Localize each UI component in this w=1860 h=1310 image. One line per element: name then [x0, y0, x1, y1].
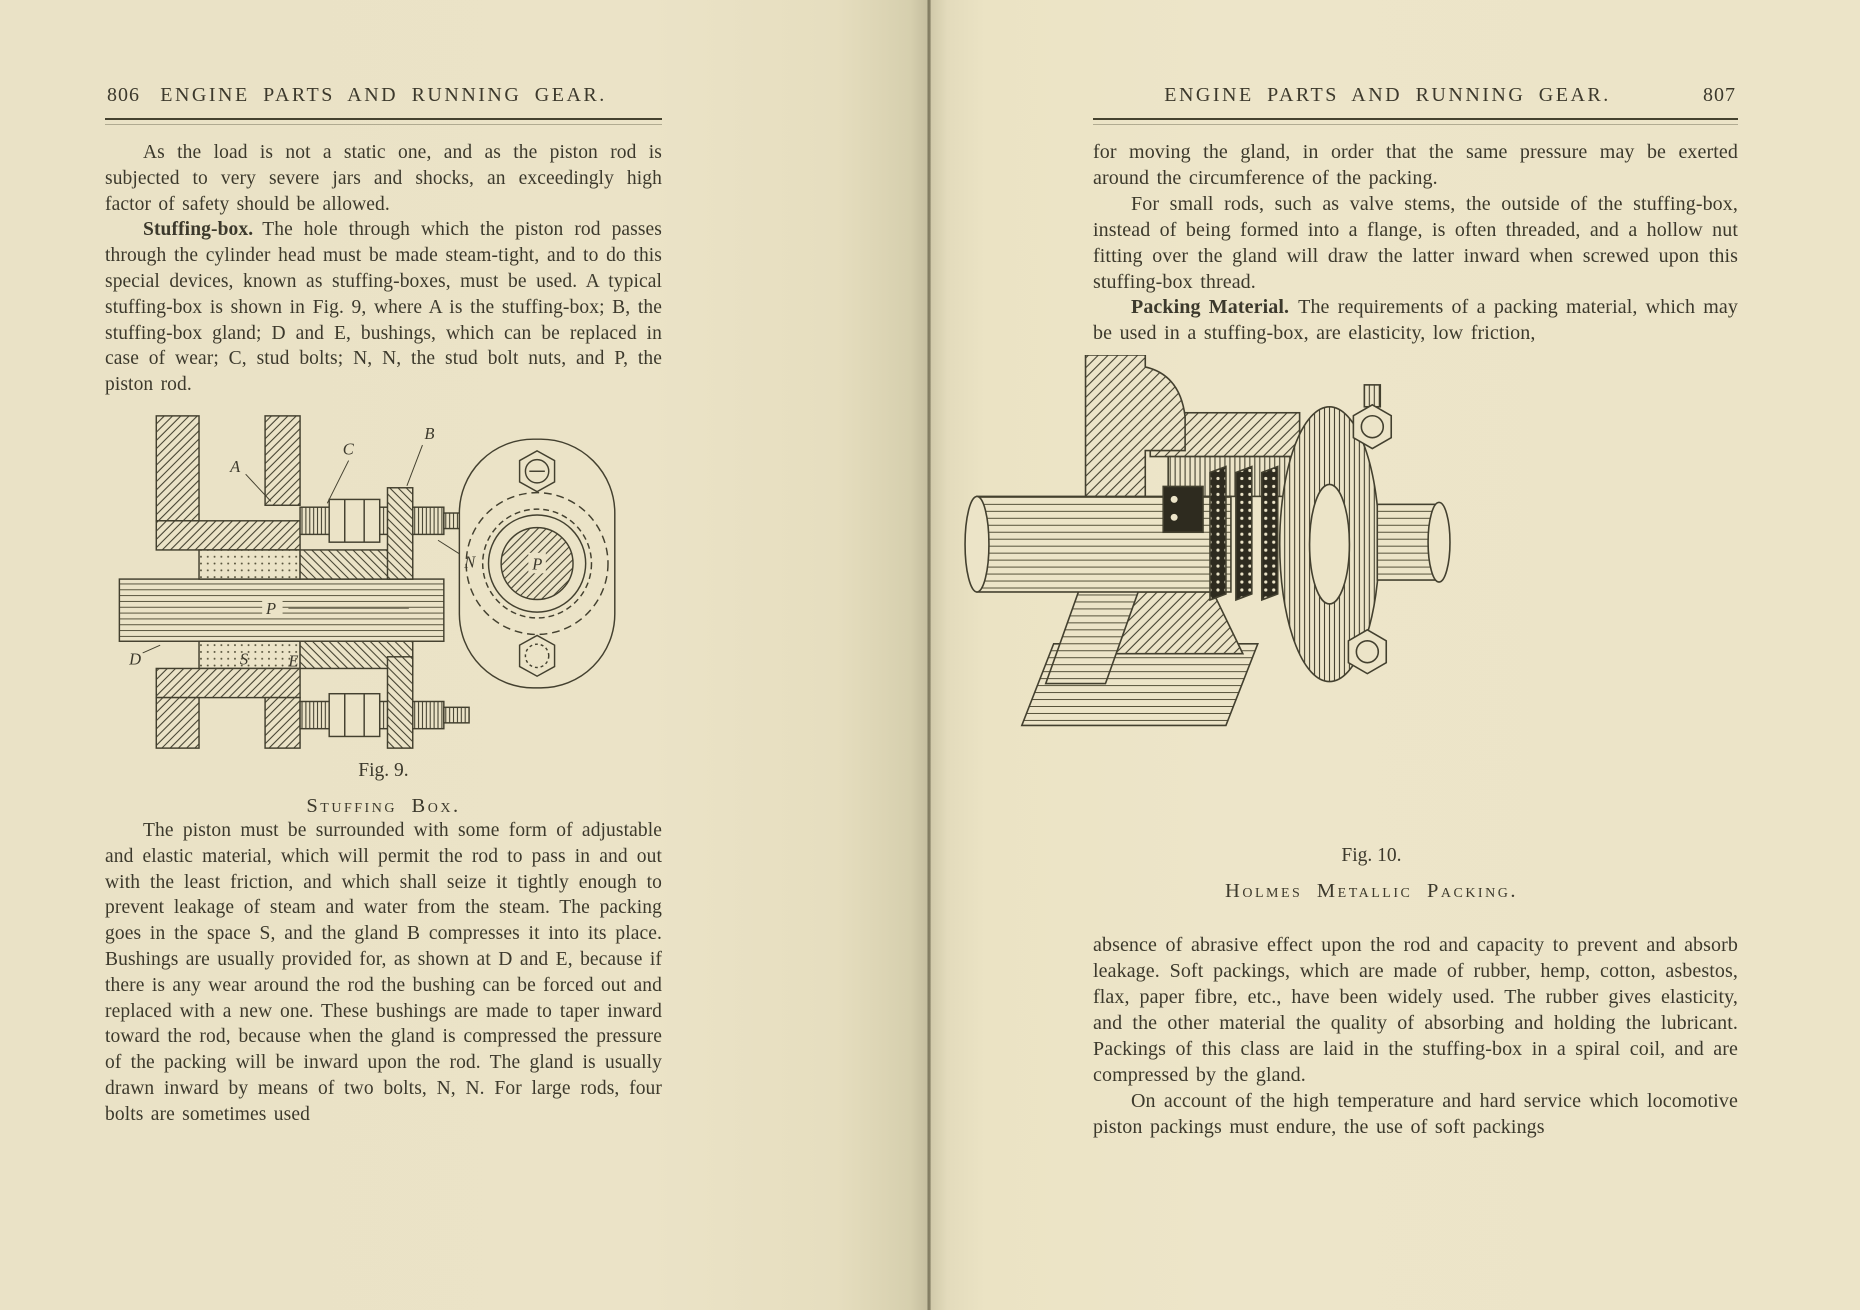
fig10-svg [958, 355, 1463, 823]
stuffing-box-text: The hole through which the piston rod passes through the cylinder head must be made steam-tight, and to do this special devices, known as stuffing-boxes, must be used. A typical stuffing-box is shown in Fig. 9, where A is the stuffing-box; B, the stuffing-box gland; D and E, bushings, which can be replaced in case of wear; C, stud bolts; N, N, the stud bolt nuts, and P, the piston rod. [105, 219, 662, 396]
right-page [929, 0, 1860, 1310]
fig9-label-a: A [230, 457, 241, 477]
fig9-label-d: D [129, 649, 142, 669]
right-page-column [1093, 84, 1738, 1141]
page-fold [927, 0, 931, 1310]
right-running-head [1093, 84, 1738, 114]
paragraph-intro: As the load is not a static one, and as the piston rod is subjected to very severe jars and shocks, an exceedingly high factor of safety should be allowed. [105, 142, 662, 215]
header-rule-right [1093, 118, 1738, 125]
fig9-label-s: S [239, 649, 249, 669]
fig9-drawing [110, 412, 662, 752]
fig9-label-c: C [342, 439, 354, 459]
paragraph-account: On account of the high temperature and hard service which locomotive piston packings must endure, the use of soft packings [1093, 1089, 1738, 1138]
paragraph-piston: The piston must be surrounded with some form of adjustable and elastic material, which will permit the rod to pass in and out with the least friction, and which shall seize it tightly enough to prevent leakage of steam and water from the steam. The packing goes in the space S, and the gland B compresses it into its place. Bushings are usually provided for, as shown at D and E, because if there is any wear around the rod the bushing can be forced out and replaced with a new one. These bushings are made to taper inward toward the rod, because when the gland is compressed the pressure of the packing will be inward upon the rod. The gland is usually drawn inward by means of two bolts, N, N. For large rods, four bolts are sometimes used [105, 819, 662, 1125]
packing-material-text: The requirements of a packing material, which may be used in a stuffing-box, are elasticity, low friction, [1093, 296, 1739, 345]
paragraph-packing-material [1093, 295, 1738, 347]
paragraph-absence: absence of abrasive effect upon the rod and capacity to prevent and absorb leakage. Soft packings, which are made of rubber, hemp, cotton, asbestos, flax, paper fibre, etc., have been widely used. The rubber gives elasticity, and the other material the quality of absorbing and holding the lubricant. Packings of this class are laid in the stuffing-box in a spiral coil, and are compressed by the gland. [1093, 934, 1738, 1086]
left-page-column [105, 84, 662, 1128]
fig10-drawing [958, 355, 1738, 823]
paragraph-moving: for moving the gland, in order that the same pressure may be exerted around the circumference of the packing. [1093, 141, 1738, 189]
paragraph-small-rods: For small rods, such as valve stems, the outside of the stuffing-box, instead of being formed into a flange, is often threaded, and a hollow nut fitting over the gland will draw the latter inward when screwed upon this stuffing-box thread. [1093, 192, 1738, 293]
fig9-label-p: P [266, 599, 277, 619]
fig9-label-n: N [464, 552, 476, 572]
fig9-label-b: B [424, 424, 435, 444]
page-number-right: 807 [1703, 84, 1736, 106]
fig9-label-e: E [288, 651, 299, 671]
page-number-left: 806 [107, 84, 140, 106]
left-running-head [105, 84, 662, 114]
stuffing-box-lead: Stuffing-box. [143, 219, 254, 241]
left-page [0, 0, 929, 1310]
fig9-endview-label-p: P [532, 554, 543, 574]
fig10-caption: Fig. 10. [1341, 845, 1402, 867]
header-rule-left [105, 118, 662, 125]
running-header-left: ENGINE PARTS AND RUNNING GEAR. [160, 84, 607, 106]
fig9-svg [110, 412, 630, 752]
packing-material-lead: Packing Material. [1131, 296, 1290, 319]
paragraph-stuffing-box [105, 217, 662, 398]
fig10-title: Holmes Metallic Packing. [1225, 880, 1518, 903]
fig9-caption: Fig. 9. [358, 759, 409, 781]
running-header-right: ENGINE PARTS AND RUNNING GEAR. [1164, 84, 1611, 106]
fig9-title: Stuffing Box. [306, 794, 461, 817]
